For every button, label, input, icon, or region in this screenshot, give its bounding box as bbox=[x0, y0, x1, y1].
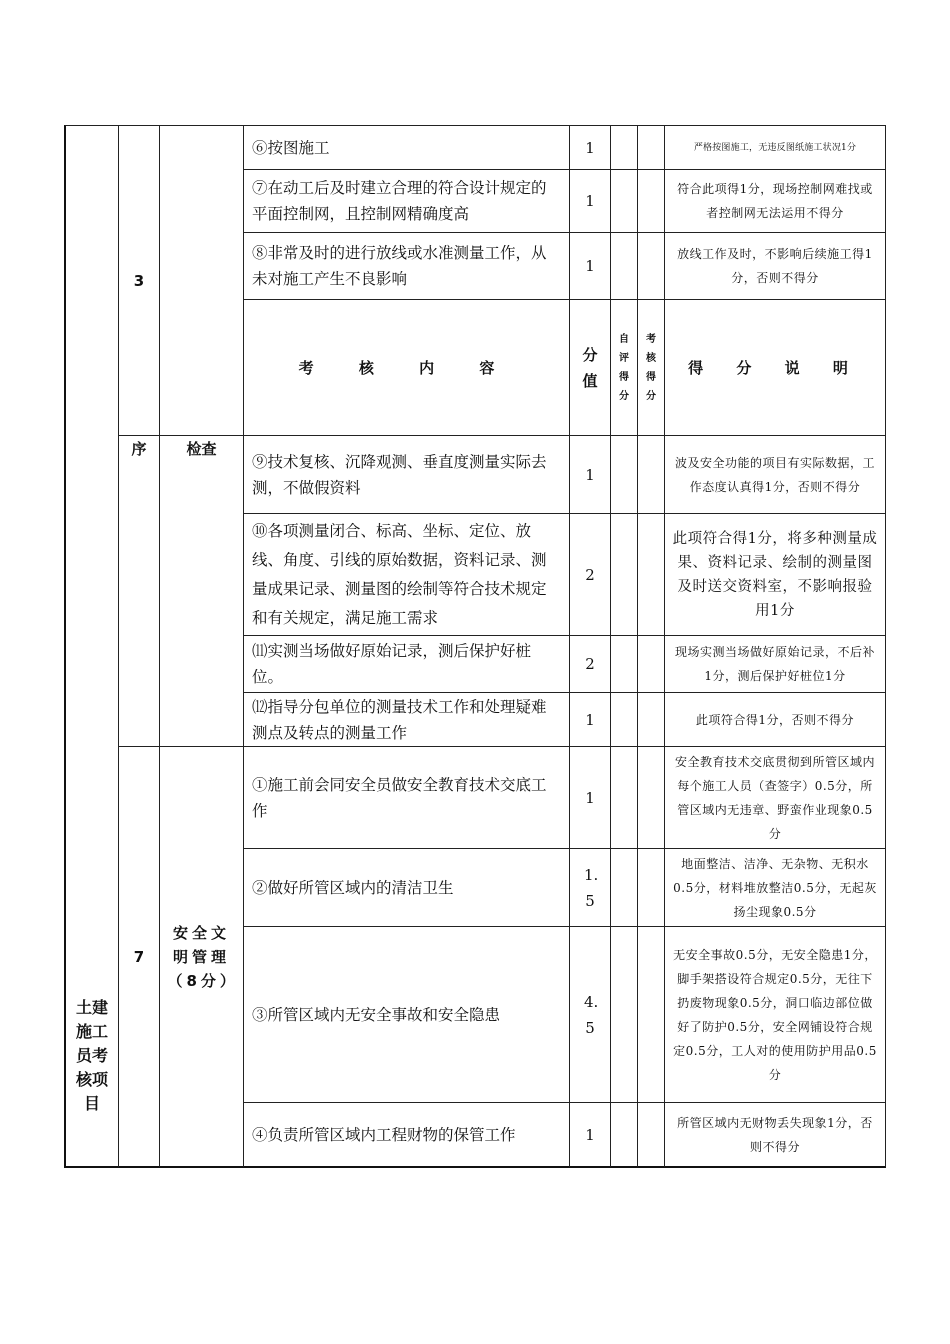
row-11-self-eval bbox=[610, 635, 638, 693]
row-9-note: 波及安全功能的项目有实际数据，工作态度认真得1分，否则不得分 bbox=[664, 435, 886, 514]
row-c4-note: 所管区域内无财物丢失现象1分，否则不得分 bbox=[664, 1102, 886, 1168]
row-c4-self-eval bbox=[610, 1102, 638, 1168]
row-6-self-eval bbox=[610, 125, 638, 170]
outer-category-cell bbox=[64, 125, 119, 1168]
row-9-assess bbox=[637, 435, 665, 514]
row-c2-assess bbox=[637, 848, 665, 927]
row-6-assess bbox=[637, 125, 665, 170]
section-a-seq: 3 bbox=[133, 271, 145, 290]
row-c2-content: ②做好所管区域内的清洁卫生 bbox=[243, 848, 570, 927]
row-10-score: 2 bbox=[569, 513, 611, 636]
row-6-content: ⑥按图施工 bbox=[243, 125, 570, 170]
row-c3-self-eval bbox=[610, 926, 638, 1103]
row-11-assess bbox=[637, 635, 665, 693]
header-self-eval: 自评得分 bbox=[610, 299, 638, 436]
row-7-score: 1 bbox=[569, 169, 611, 233]
row-6-score: 1 bbox=[569, 125, 611, 170]
row-c1-assess bbox=[637, 746, 665, 849]
row-c4-content: ④负责所管区域内工程财物的保管工作 bbox=[243, 1102, 570, 1168]
assessment-table bbox=[64, 125, 886, 1168]
section-b-seq-cell: 序 bbox=[118, 435, 160, 747]
row-c3-score: 4.5 bbox=[569, 926, 611, 1103]
row-7-content: ⑦在动工后及时建立合理的符合设计规定的平面控制网，且控制网精确度高 bbox=[243, 169, 570, 233]
row-c2-self-eval bbox=[610, 848, 638, 927]
row-c1-note: 安全教育技术交底贯彻到所管区域内每个施工人员（查签字）0.5分，所管区域内无违章、野蛮作业现象0.5分 bbox=[664, 746, 886, 849]
section-a-check-cell bbox=[159, 125, 244, 436]
row-c1-score: 1 bbox=[569, 746, 611, 849]
section-a-seq-cell bbox=[118, 125, 160, 436]
row-c4-score: 1 bbox=[569, 1102, 611, 1168]
row-c3-content: ③所管区域内无安全事故和安全隐患 bbox=[243, 926, 570, 1103]
header-explain: 得 分 说 明 bbox=[664, 299, 886, 436]
row-12-score: 1 bbox=[569, 692, 611, 747]
row-12-note: 此项符合得1分，否则不得分 bbox=[664, 692, 886, 747]
row-8-content: ⑧非常及时的进行放线或水准测量工作，从未对施工产生不良影响 bbox=[243, 232, 570, 300]
row-11-content: ⑾实测当场做好原始记录，测后保护好桩位。 bbox=[243, 635, 570, 693]
header-content: 考 核 内 容 bbox=[243, 299, 570, 436]
row-c1-content: ①施工前会同安全员做安全教育技术交底工作 bbox=[243, 746, 570, 849]
row-8-note: 放线工作及时，不影响后续施工得1分，否则不得分 bbox=[664, 232, 886, 300]
row-6-note: 严格按图施工，无违反图纸施工状况1分 bbox=[664, 125, 886, 170]
section-b-check-cell: 检查 bbox=[159, 435, 244, 747]
row-8-self-eval bbox=[610, 232, 638, 300]
row-7-self-eval bbox=[610, 169, 638, 233]
row-7-note: 符合此项得1分，现场控制网难找或者控制网无法运用不得分 bbox=[664, 169, 886, 233]
row-9-self-eval bbox=[610, 435, 638, 514]
row-9-score: 1 bbox=[569, 435, 611, 514]
row-12-assess bbox=[637, 692, 665, 747]
row-12-self-eval bbox=[610, 692, 638, 747]
row-c3-assess bbox=[637, 926, 665, 1103]
outer-category-label: 土建施工员考核项目 bbox=[75, 998, 108, 1113]
row-11-note: 现场实测当场做好原始记录，不后补1分，测后保护好桩位1分 bbox=[664, 635, 886, 693]
row-c2-note: 地面整洁、洁净、无杂物、无积水0.5分，材料堆放整洁0.5分，无起灰扬尘现象0.5分 bbox=[664, 848, 886, 927]
row-c2-score: 1.5 bbox=[569, 848, 611, 927]
row-8-score: 1 bbox=[569, 232, 611, 300]
row-10-note: 此项符合得1分，将多种测量成果、资料记录、绘制的测量图及时送交资料室，不影响报验用1分 bbox=[664, 513, 886, 636]
row-10-content: ⑩各项测量闭合、标高、坐标、定位、放线、角度、引线的原始数据，资料记录、测量成果记录、测量图的绘制等符合技术规定和有关规定，满足施工需求 bbox=[243, 513, 570, 636]
section-c-check-cell: 安全文明管理（8分） bbox=[159, 746, 244, 1168]
row-8-assess bbox=[637, 232, 665, 300]
row-11-score: 2 bbox=[569, 635, 611, 693]
row-c4-assess bbox=[637, 1102, 665, 1168]
row-10-assess bbox=[637, 513, 665, 636]
section-c-seq-cell: 7 bbox=[118, 746, 160, 1168]
row-9-content: ⑨技术复核、沉降观测、垂直度测量实际去测，不做假资料 bbox=[243, 435, 570, 514]
row-c3-note: 无安全事故0.5分，无安全隐患1分，脚手架搭设符合规定0.5分，无往下扔废物现象0.5分，洞口临边部位做好了防护0.5分，安全网铺设符合规定0.5分，工人对的使用防护用品0.5分 bbox=[664, 926, 886, 1103]
row-7-assess bbox=[637, 169, 665, 233]
header-assess: 考核得分 bbox=[637, 299, 665, 436]
row-10-self-eval bbox=[610, 513, 638, 636]
header-score: 分值 bbox=[569, 299, 611, 436]
row-c1-self-eval bbox=[610, 746, 638, 849]
row-12-content: ⑿指导分包单位的测量技术工作和处理疑难测点及转点的测量工作 bbox=[243, 692, 570, 747]
